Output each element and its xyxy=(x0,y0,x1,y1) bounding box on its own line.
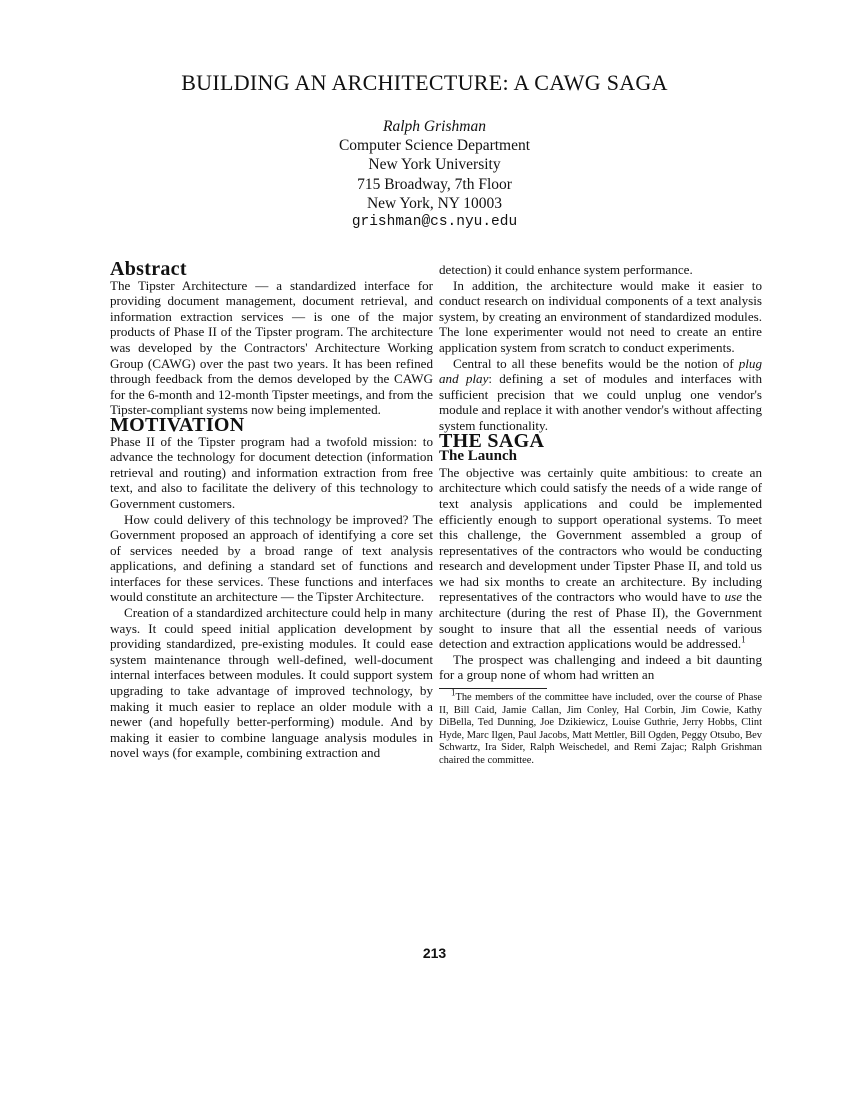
affiliation-line: Computer Science Department xyxy=(338,137,531,155)
left-column xyxy=(110,258,433,761)
affiliation-line: New York University xyxy=(368,156,501,174)
motivation-heading: MOTIVATION xyxy=(110,413,245,436)
motivation-paragraph xyxy=(439,356,762,434)
footnote-mark: 1 xyxy=(451,687,456,698)
saga-heading: THE SAGA xyxy=(439,429,545,452)
footnote xyxy=(439,687,762,768)
page-number: 213 xyxy=(422,945,447,961)
text-run: Central to all these benefits would be the notion of xyxy=(453,355,739,371)
motivation-paragraph: Creation of a standardized architecture could help in many ways. It could speed initial application development by providing standardized, pre-existing modules. It could ease system maintenance through well-defined, well-document internal interfaces between modules. It could support system upgrading to take advantage of improved technology, by making it much easier to replace an older module with a newer (and hopefully better-performing) module. And by making it easier to combine language analysis modules in novel ways (for example, combining extraction and xyxy=(110,605,433,761)
abstract-text: The Tipster Architecture — a standardized interface for providing document management, document retrieval, and information extraction services — is one of the major products of Phase II of the Tipster program. The architecture was developed by the Contractors' Architecture Working Group (CAWG) over the past two years. It has been refined through feedback from the demos developed by the CAWG for the 6-month and 12-month Tipster meetings, and from the Tipster-compliant systems now being implemented. xyxy=(110,277,433,418)
author-name: Ralph Grishman xyxy=(383,118,486,135)
emphasis-text: plug and play xyxy=(439,355,762,387)
affiliation-line: 715 Broadway, 7th Floor xyxy=(357,175,512,193)
motivation-paragraph: Phase II of the Tipster program had a twofold mission: to advance the technology for document detection (information retrieval and routing) and information extraction from free text, and also to facilitate the delivery of this technology to Government customers. xyxy=(110,433,433,511)
motivation-paragraph-continued: detection) it could enhance system performance. xyxy=(439,262,693,277)
abstract-heading: Abstract xyxy=(110,258,187,280)
launch-subheading: The Launch xyxy=(439,448,517,465)
emphasis-text: use xyxy=(724,589,743,605)
affiliation-line: New York, NY 10003 xyxy=(366,194,503,212)
motivation-paragraph: How could delivery of this technology be improved? The Government proposed an approach of identifying a core set of services needed by a broad range of text analysis applications, and defining a standard set of functions and interfaces for these services. These functions and interfaces would constitute an architecture — the Tipster Architecture. xyxy=(110,511,433,605)
text-run: : defining a set of modules and interfaces with sufficient precision that we could unplug one vendor's module and replace it with another vendor's without affecting system functionality. xyxy=(439,371,762,433)
motivation-paragraph: In addition, the architecture would make it easier to conduct research on individual components of a text analysis system, by creating an environment of standardized modules. The lone experimenter would not need to create an entire application system from scratch to conduct experiments. xyxy=(439,277,762,355)
text-run: The objective was certainly quite ambitious: to create an architecture which could satisfy the needs of a wide range of text analysis applications and could be implemented efficiently enough to support operational systems. To meet this challenge, the Government assembled a group of representatives of the contractors who would be conducting research and development under Tipster Phase II, and told us we had six months to create an architecture. By including representatives of the contractors who would have to xyxy=(439,464,762,605)
footnote-text: The members of the committee have included, over the course of Phase II, Bill Caid, Jamie Callan, Jim Conley, Hal Corbin, Jim Cowie, Kathy DiBella, Ted Dunning, Joe Dzikiewicz, Louise Guthrie, Jerry Hobbs, Clint Hyde, Marc Ilgen, Paul Jacobs, Matt Mettler, Bill Ogden, Peggy Otsubo, Bev Schwartz, Ira Sider, Ralph Weischedel, and Remi Zajac; Ralph Grishman chaired the committee. xyxy=(439,692,762,766)
author-block xyxy=(0,117,849,232)
saga-paragraph xyxy=(439,465,762,652)
author-email: grishman@cs.nyu.edu xyxy=(351,214,518,231)
paper-title: BUILDING AN ARCHITECTURE: A CAWG SAGA xyxy=(181,70,668,95)
saga-paragraph: The prospect was challenging and indeed a bit daunting for a group none of whom had written an xyxy=(439,651,762,683)
footnote-marker[interactable]: 1 xyxy=(741,634,746,645)
text-run: the architecture (during the rest of Phase II), the Government sought to insure that all the essential needs of various detection and extraction applications would be addressed. xyxy=(439,589,762,652)
right-column xyxy=(439,262,762,768)
